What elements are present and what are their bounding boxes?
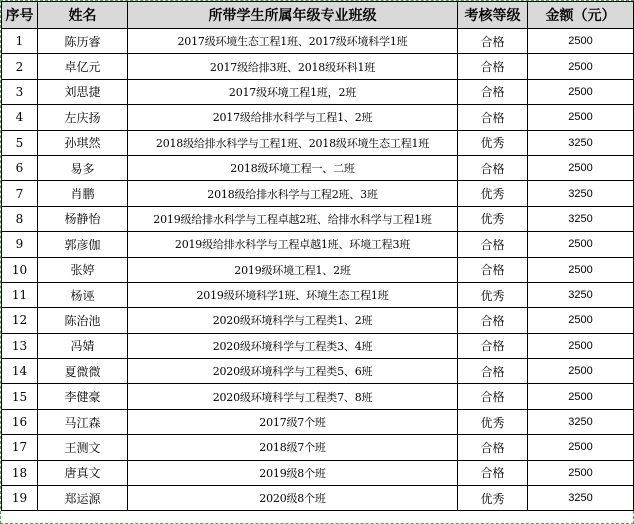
cell-name: 易多 <box>38 155 128 180</box>
cell-name: 冯婧 <box>38 333 128 358</box>
cell-assessment: 优秀 <box>458 130 528 155</box>
cell-amount: 2500 <box>528 155 634 180</box>
cell-index: 11 <box>2 282 38 307</box>
cell-amount: 2500 <box>528 79 634 104</box>
cell-name: 左庆扬 <box>38 105 128 130</box>
cell-index: 10 <box>2 257 38 282</box>
cell-name: 唐真文 <box>38 460 128 485</box>
cell-classes: 2019级给排水科学与工程卓越1班、环境工程3班 <box>128 232 458 257</box>
table-row <box>2 308 634 333</box>
cell-assessment: 合格 <box>458 384 528 409</box>
cell-assessment: 优秀 <box>458 181 528 206</box>
table-row <box>2 155 634 180</box>
cell-classes: 2017级给排3班、2018级环科1班 <box>128 54 458 79</box>
table-row <box>2 54 634 79</box>
cell-assessment: 合格 <box>458 359 528 384</box>
cell-assessment: 合格 <box>458 105 528 130</box>
cell-classes: 2020级8个班 <box>128 486 458 511</box>
cell-amount: 2500 <box>528 29 634 54</box>
cell-name: 刘思捷 <box>38 79 128 104</box>
cell-classes: 2017级环境生态工程1班、2017级环境科学1班 <box>128 29 458 54</box>
cell-classes: 2019级环境工程1、2班 <box>128 257 458 282</box>
table-row <box>2 257 634 282</box>
cell-name: 李健豪 <box>38 384 128 409</box>
cell-amount: 2500 <box>528 257 634 282</box>
cell-index: 18 <box>2 460 38 485</box>
cell-classes: 2018级7个班 <box>128 435 458 460</box>
table-row <box>2 333 634 358</box>
table-row <box>2 105 634 130</box>
cell-amount: 3250 <box>528 486 634 511</box>
cell-assessment: 合格 <box>458 155 528 180</box>
cell-assessment: 合格 <box>458 435 528 460</box>
cell-amount: 2500 <box>528 435 634 460</box>
cell-index: 19 <box>2 486 38 511</box>
cell-assessment: 合格 <box>458 257 528 282</box>
cell-amount: 3250 <box>528 282 634 307</box>
cell-name: 杨静怡 <box>38 206 128 231</box>
cell-assessment: 合格 <box>458 29 528 54</box>
cell-assessment: 合格 <box>458 232 528 257</box>
table-row <box>2 486 634 511</box>
table-row <box>2 409 634 434</box>
cell-index: 16 <box>2 409 38 434</box>
header-row <box>2 2 634 29</box>
cell-name: 王测文 <box>38 435 128 460</box>
cell-assessment: 合格 <box>458 333 528 358</box>
cell-name: 马江森 <box>38 409 128 434</box>
cell-classes: 2017级7个班 <box>128 409 458 434</box>
cell-index: 7 <box>2 181 38 206</box>
assessment-table <box>1 1 634 511</box>
cell-index: 9 <box>2 232 38 257</box>
table-row <box>2 359 634 384</box>
cell-classes: 2020级环境科学与工程类3、4班 <box>128 333 458 358</box>
header-name: 姓名 <box>38 2 128 29</box>
cell-index: 17 <box>2 435 38 460</box>
cell-name: 郭彦伽 <box>38 232 128 257</box>
cell-classes: 2017级给排水科学与工程1、2班 <box>128 105 458 130</box>
cell-index: 13 <box>2 333 38 358</box>
cell-amount: 2500 <box>528 105 634 130</box>
cell-amount: 2500 <box>528 232 634 257</box>
cell-amount: 2500 <box>528 384 634 409</box>
cell-amount: 3250 <box>528 409 634 434</box>
table-row <box>2 435 634 460</box>
cell-assessment: 合格 <box>458 308 528 333</box>
cell-amount: 2500 <box>528 359 634 384</box>
table-row <box>2 384 634 409</box>
cell-classes: 2018级给排水科学与工程1班、2018级环境生态工程1班 <box>128 130 458 155</box>
cell-amount: 2500 <box>528 460 634 485</box>
cell-amount: 3250 <box>528 206 634 231</box>
cell-index: 14 <box>2 359 38 384</box>
cell-classes: 2017级环境工程1班，2班 <box>128 79 458 104</box>
table-row <box>2 460 634 485</box>
cell-name: 杨诬 <box>38 282 128 307</box>
cell-name: 陈治池 <box>38 308 128 333</box>
cell-assessment: 合格 <box>458 79 528 104</box>
cell-amount: 2500 <box>528 308 634 333</box>
table-body <box>2 29 634 511</box>
cell-assessment: 合格 <box>458 54 528 79</box>
table-row <box>2 181 634 206</box>
header-classes: 所带学生所属年级专业班级 <box>128 2 458 29</box>
cell-name: 陈历睿 <box>38 29 128 54</box>
cell-assessment: 优秀 <box>458 282 528 307</box>
cell-classes: 2018级给排水科学与工程2班、3班 <box>128 181 458 206</box>
cell-index: 4 <box>2 105 38 130</box>
cell-assessment: 优秀 <box>458 486 528 511</box>
cell-index: 5 <box>2 130 38 155</box>
cell-name: 肖鹏 <box>38 181 128 206</box>
cell-name: 夏微微 <box>38 359 128 384</box>
header-index: 序号 <box>2 2 38 29</box>
cell-index: 3 <box>2 79 38 104</box>
cell-index: 1 <box>2 29 38 54</box>
cell-assessment: 优秀 <box>458 206 528 231</box>
table-row <box>2 79 634 104</box>
table-row <box>2 130 634 155</box>
cell-name: 孙琪然 <box>38 130 128 155</box>
cell-classes: 2020级环境科学与工程类1、2班 <box>128 308 458 333</box>
cell-classes: 2019级给排水科学与工程卓越2班、给排水科学与工程1班 <box>128 206 458 231</box>
table-row <box>2 206 634 231</box>
cell-index: 6 <box>2 155 38 180</box>
cell-index: 15 <box>2 384 38 409</box>
cell-assessment: 合格 <box>458 460 528 485</box>
cell-classes: 2020级环境科学与工程类7、8班 <box>128 384 458 409</box>
cell-assessment: 优秀 <box>458 409 528 434</box>
cell-name: 张婷 <box>38 257 128 282</box>
cell-amount: 2500 <box>528 54 634 79</box>
cell-index: 2 <box>2 54 38 79</box>
cell-classes: 2018级环境工程一、二班 <box>128 155 458 180</box>
cell-amount: 3250 <box>528 130 634 155</box>
cell-amount: 2500 <box>528 333 634 358</box>
table-row <box>2 282 634 307</box>
cell-classes: 2020级环境科学与工程类5、6班 <box>128 359 458 384</box>
cell-name: 郑运源 <box>38 486 128 511</box>
header-amount: 金额（元） <box>528 2 634 29</box>
cell-amount: 3250 <box>528 181 634 206</box>
cell-index: 8 <box>2 206 38 231</box>
table-row <box>2 29 634 54</box>
cell-name: 卓亿元 <box>38 54 128 79</box>
header-assessment: 考核等级 <box>458 2 528 29</box>
table-row <box>2 232 634 257</box>
cell-index: 12 <box>2 308 38 333</box>
cell-classes: 2019级环境科学1班、环境生态工程1班 <box>128 282 458 307</box>
cell-classes: 2019级8个班 <box>128 460 458 485</box>
